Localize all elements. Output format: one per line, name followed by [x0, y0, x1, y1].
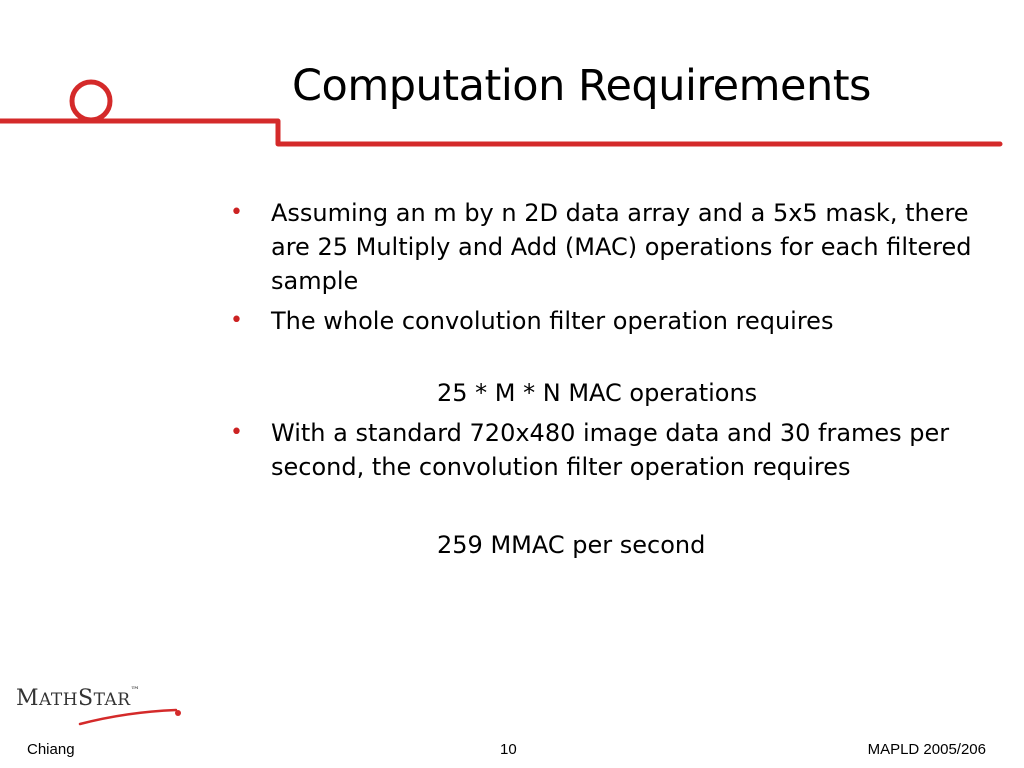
slide-title: Computation Requirements — [292, 61, 871, 111]
header-ring-icon — [72, 82, 110, 120]
bullet-item — [230, 304, 1000, 338]
bullet-dot-icon: • — [230, 308, 243, 333]
bullet-text: The whole convolution filter operation requires — [271, 307, 834, 335]
bullet-item — [230, 416, 1000, 484]
footer-page-number: 10 — [500, 741, 517, 758]
bullet-text: Assuming an m by n 2D data array and a 5x5 mask, there are 25 Multiply and Add (MAC) operations for each filtered sample — [271, 199, 972, 295]
bullet-item — [230, 196, 1000, 298]
footer-author: Chiang — [27, 741, 75, 758]
logo-swoosh-icon — [16, 686, 186, 730]
formula-line: 25 * M * N MAC operations — [437, 379, 758, 407]
bullet-text: With a standard 720x480 image data and 30 frames per second, the convolution filter operation requires — [271, 419, 950, 481]
footer-event: MAPLD 2005/206 — [867, 741, 986, 758]
bullet-dot-icon: • — [230, 200, 243, 225]
header-rule-line — [0, 121, 1000, 144]
formula-line: 259 MMAC per second — [437, 531, 706, 559]
logo-wordmark: MATHSTAR™ — [16, 686, 141, 711]
mathstar-logo — [16, 686, 186, 730]
slide-body — [230, 196, 1000, 568]
bullet-dot-icon: • — [230, 420, 243, 445]
